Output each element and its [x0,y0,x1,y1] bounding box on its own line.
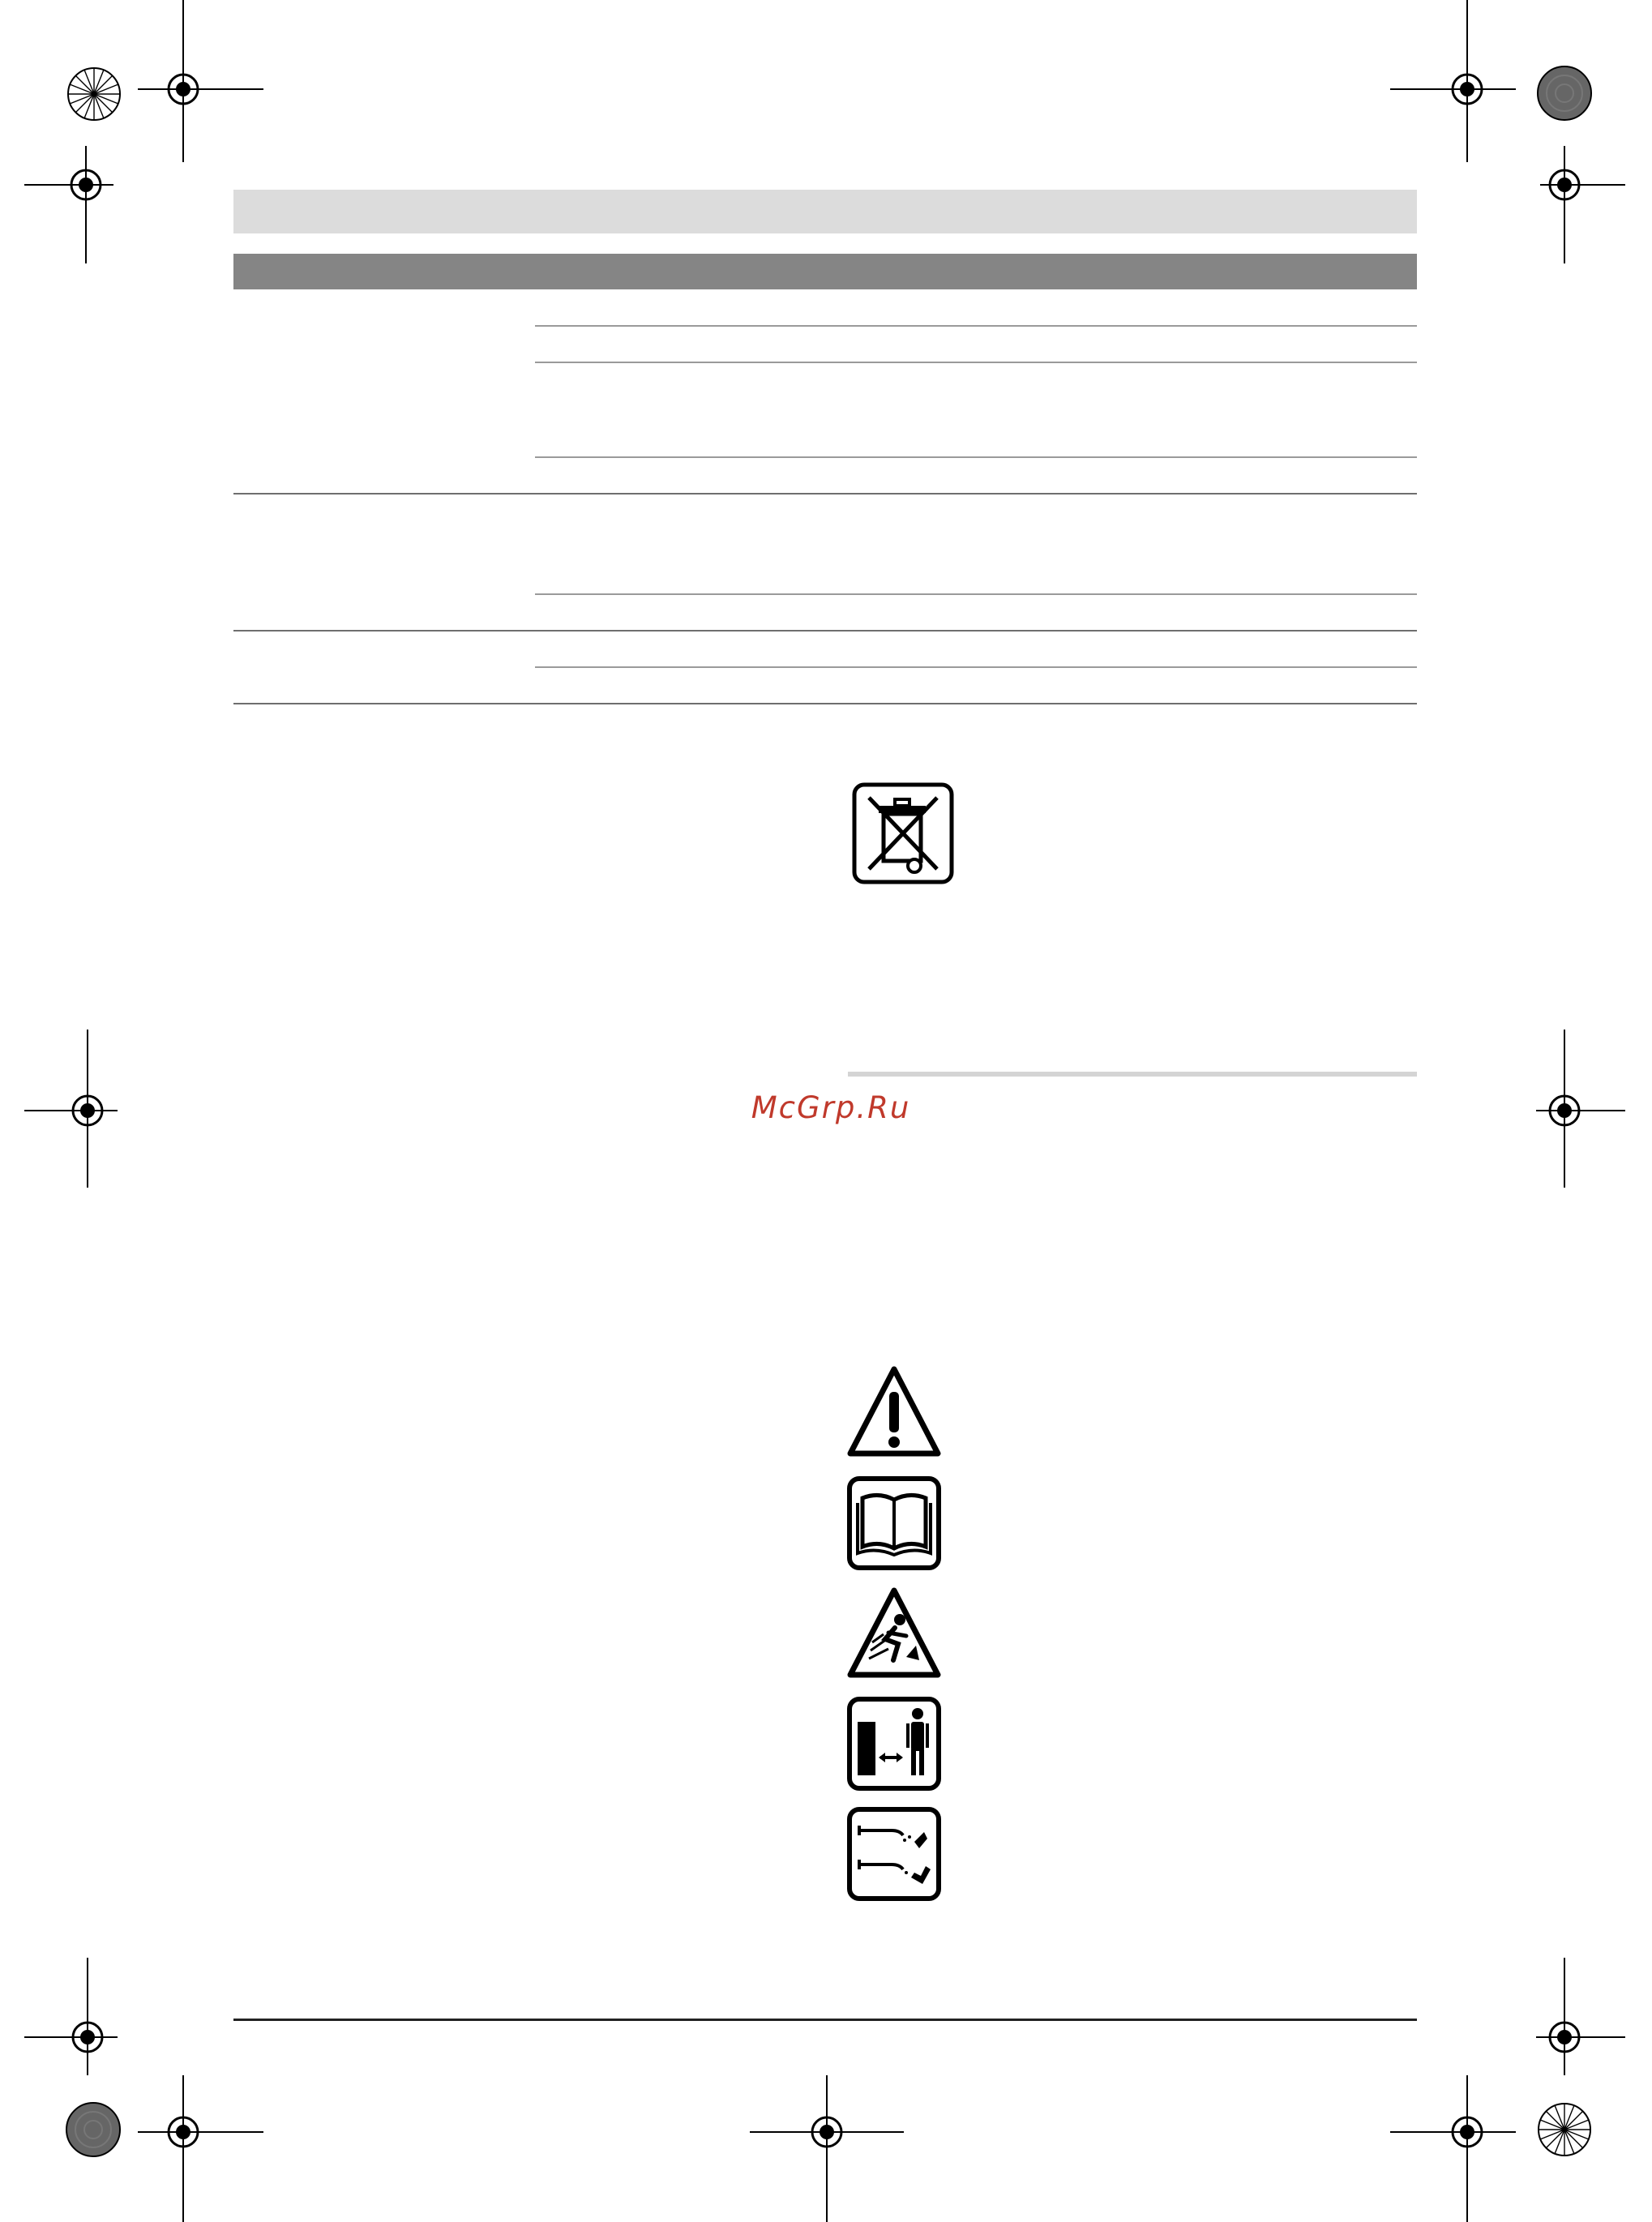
table-row-divider [535,666,1417,668]
read-manual-icon [846,1475,942,1571]
registration-mark-bottom-left-grey [49,2087,130,2168]
warning-triangle-icon [846,1364,942,1460]
kickback-hazard-icon [846,1586,942,1681]
registration-mark-left-upper [24,146,154,268]
registration-mark-top-right [1386,0,1516,162]
depth-stop-icon [846,1806,942,1902]
registration-mark-bottom-right-outer [1524,2087,1605,2168]
section-separator [848,1072,1417,1077]
registration-mark-top-right-grey [1524,57,1605,138]
registration-mark-bottom-right [1386,2075,1516,2222]
registration-mark-bottom-left [138,2075,267,2222]
watermark-text: McGrp.Ru [751,1090,911,1125]
table-row-divider [535,456,1417,458]
table-bottom-rule [233,703,1417,704]
table-row-divider [535,325,1417,327]
registration-mark-right-upper [1500,146,1629,268]
page-title-bar [233,190,1417,233]
registration-mark-left-lower [24,1958,154,2079]
footer-rule [233,2019,1417,2021]
registration-mark-right-lower [1500,1958,1629,2079]
crossed-out-wheelie-bin-icon [851,781,955,885]
table-group-divider [233,630,1417,631]
registration-mark-left-middle [24,1030,154,1192]
registration-mark-right-middle [1500,1030,1629,1192]
registration-mark-bottom-center [746,2075,908,2222]
table-row-divider [535,362,1417,363]
registration-mark-top-left [138,0,267,162]
table-group-divider [233,493,1417,494]
table-row-divider [535,593,1417,595]
table-header-bar [233,254,1417,289]
keep-distance-icon [846,1696,942,1792]
registration-mark-top-left-outer [32,41,154,138]
